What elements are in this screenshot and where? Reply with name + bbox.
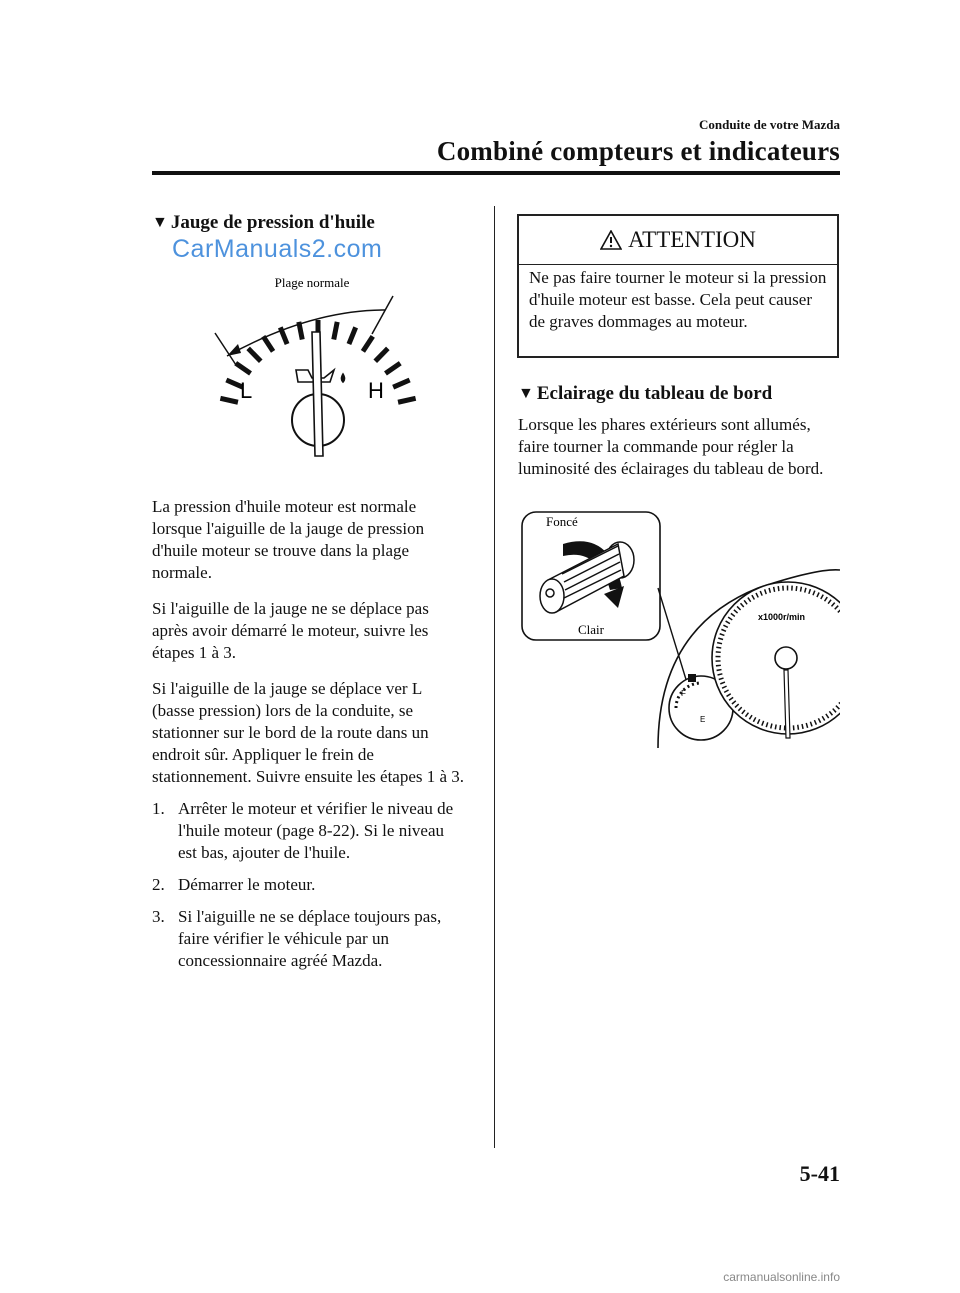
paragraph-1: La pression d'huile moteur est normale lorsque l'aiguille de la jauge de pression d'huile moteur se trouve dans la plage normale.: [152, 497, 425, 582]
step-number: 3.: [152, 907, 165, 926]
step-item: [152, 874, 467, 896]
step-text: Si l'aiguille ne se déplace toujours pas, faire vérifier le véhicule par un concessionnaire agréé Mazda.: [178, 907, 442, 970]
page-title: Combiné compteurs et indicateurs: [436, 136, 840, 166]
gauge-tick: [349, 327, 356, 344]
gauge-tick: [393, 380, 409, 387]
step-item: [152, 906, 467, 972]
tach-unit-label: x1000r/min: [758, 612, 806, 622]
high-label: H: [368, 378, 384, 403]
triangle-bullet-icon: ▼: [518, 385, 534, 402]
warning-rule: [519, 264, 837, 265]
section-title-oil-pressure: [152, 212, 375, 234]
section-title-text: Jauge de pression d'huile: [170, 212, 375, 233]
gauge-tick: [398, 398, 416, 402]
column-divider: [494, 206, 495, 1148]
section-title-text: Eclairage du tableau de bord: [536, 383, 773, 404]
page-number: 5-41: [799, 1161, 840, 1186]
gauge-tick: [280, 327, 287, 344]
triangle-bullet-icon: ▼: [152, 214, 168, 231]
section-title-dash-lighting: [518, 383, 772, 405]
warning-text: Ne pas faire tourner le moteur si la pression d'huile moteur est basse. Cela peut causer de graves dommages au moteur.: [529, 268, 827, 331]
tach-hub: [775, 647, 797, 669]
oil-pressure-gauge-figure: [200, 270, 440, 470]
normal-range-label: Plage normale: [274, 275, 350, 290]
gauge-tick: [263, 336, 273, 351]
dimmer-figure: [518, 508, 840, 748]
step-text: Arrêter le moteur et vérifier le niveau de l'huile moteur (page 8-22). Si le niveau est bas, ajouter de l'huile.: [178, 799, 454, 862]
paragraph-3: Si l'aiguille de la jauge se déplace ver L (basse pression) lors de la conduite, se stationner sur le bord de la route dans un endroit sûr. Appliquer le frein de stationnement. Suivre ensuite les étapes 1 à 3.: [152, 679, 465, 786]
warning-box: [517, 214, 839, 358]
gauge-tick: [248, 348, 261, 361]
step-text: Démarrer le moteur.: [178, 875, 316, 894]
warning-header: [519, 216, 837, 264]
gauge-tick: [236, 363, 251, 373]
gauge-tick: [220, 398, 238, 402]
dash-lighting-text: Lorsque les phares extérieurs sont allumés, faire tourner la commande pour régler la luminosité des éclairages du tableau de bord.: [518, 415, 824, 478]
dark-label: Foncé: [546, 514, 578, 529]
step-number: 2.: [152, 875, 165, 894]
fuel-full-label: F: [681, 689, 686, 698]
range-limit-line-right: [372, 296, 393, 334]
warning-title: ATTENTION: [628, 227, 756, 252]
gauge-tick: [299, 322, 302, 340]
low-label: L: [240, 378, 253, 403]
paragraph-2: Si l'aiguille de la jauge ne se déplace pas après avoir démarré le moteur, suivre les étapes 1 à 3.: [152, 599, 429, 662]
header-rule: [152, 171, 840, 175]
callout-leader: [658, 588, 688, 686]
warning-triangle-icon: [600, 230, 622, 250]
light-label: Clair: [578, 622, 604, 637]
step-item: [152, 798, 467, 864]
range-limit-line-left: [215, 333, 236, 365]
fuel-empty-label: E: [700, 715, 706, 724]
footer-watermark: carmanualsonline.info: [723, 1270, 840, 1284]
oil-pressure-text: [152, 496, 467, 972]
gauge-tick: [385, 363, 400, 373]
gauge-tick: [334, 322, 337, 340]
step-number: 1.: [152, 799, 165, 818]
fuel-pump-icon: [688, 674, 696, 682]
gauge-tick: [363, 336, 373, 351]
chapter-subtitle: Conduite de votre Mazda: [699, 117, 840, 132]
watermark-text: CarManuals2.com: [172, 235, 383, 263]
gauge-tick: [375, 348, 388, 361]
